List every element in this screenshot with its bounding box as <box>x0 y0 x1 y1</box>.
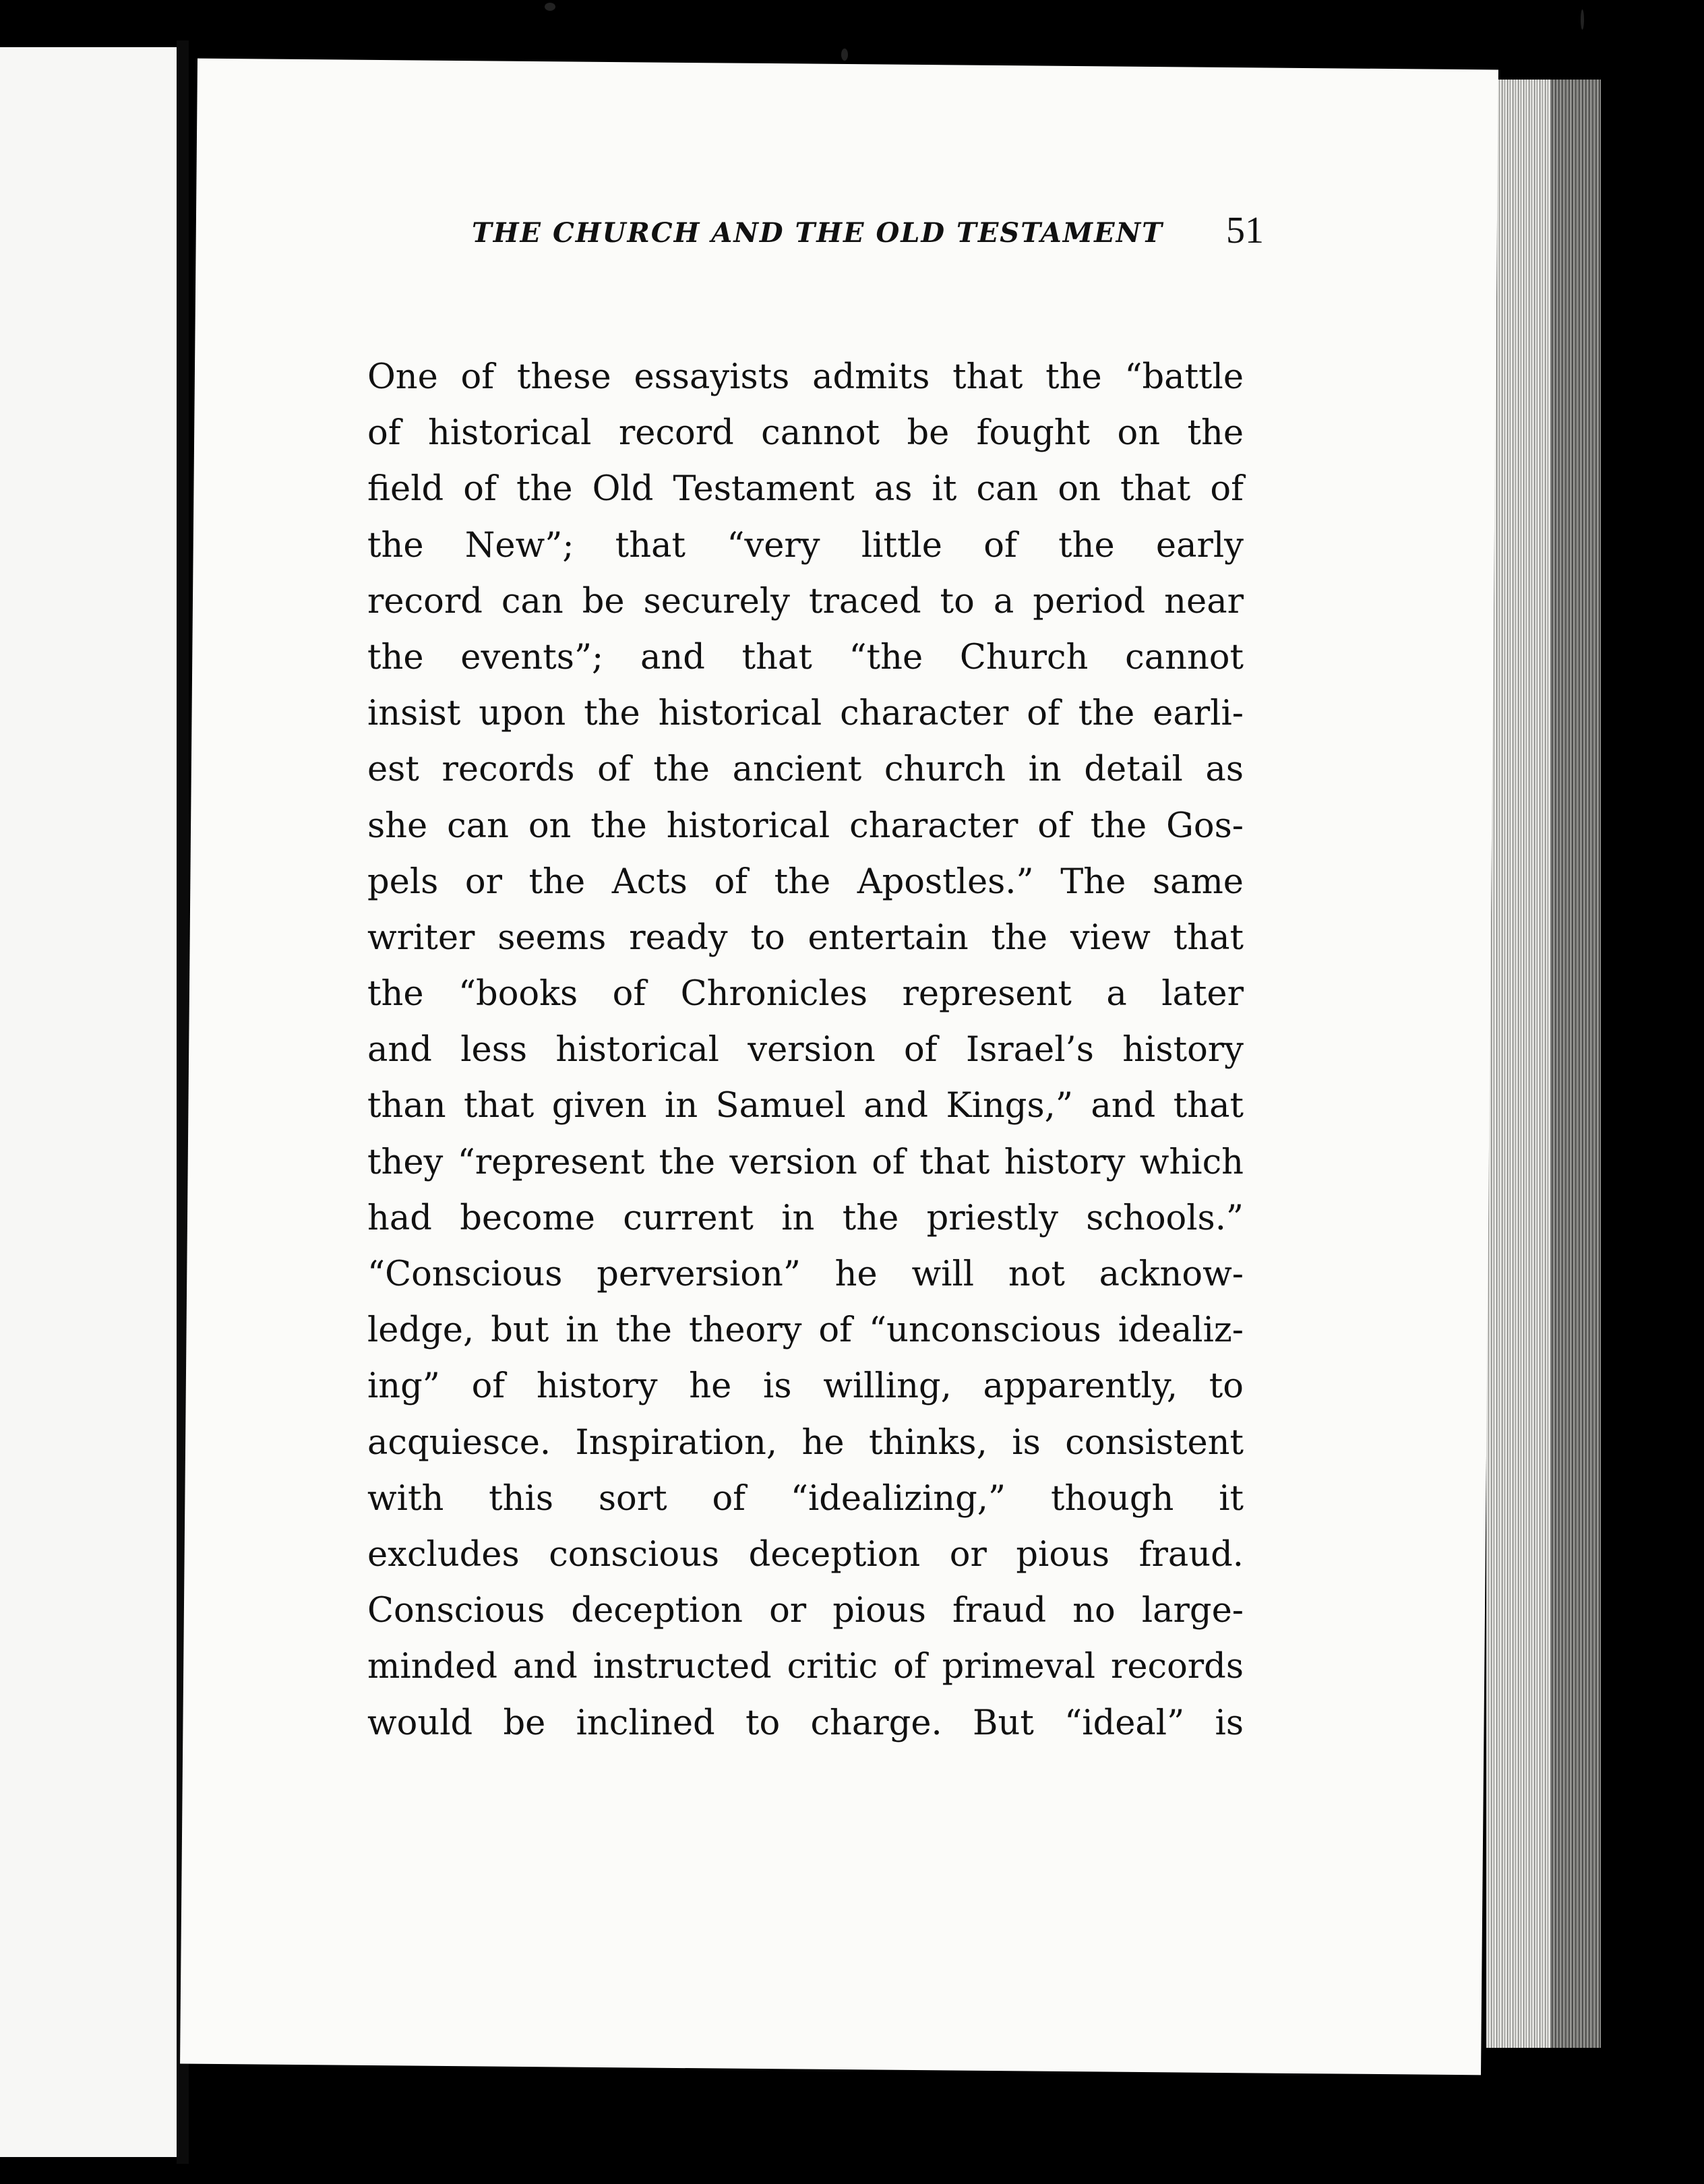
text-line: ledge, but in the theory of “unconscious idealiz- <box>367 1310 1244 1351</box>
text-line: than that given in Samuel and Kings,” and that <box>367 1086 1244 1126</box>
text-line: with this sort of “idealizing,” though it <box>367 1478 1244 1519</box>
text-line: ing” of history he is willing, apparently, to <box>367 1366 1244 1407</box>
body-text <box>367 349 1244 1751</box>
text-line: they “represent the version of that history which <box>367 1142 1244 1182</box>
page-edges-shadow <box>1550 80 1601 2048</box>
text-line: record can be securely traced to a period near <box>367 581 1244 621</box>
text-line: the events”; and that “the Church cannot <box>367 637 1244 677</box>
running-title: THE CHURCH AND THE OLD TESTAMENT <box>472 217 1163 249</box>
page-number: 51 <box>1226 210 1264 251</box>
text-line: and less historical version of Israel’s history <box>367 1030 1244 1070</box>
dust-speck <box>545 3 555 11</box>
text-line: would be inclined to charge. But “ideal” is <box>367 1703 1244 1743</box>
facing-page-blank <box>0 47 177 2157</box>
text-line: pels or the Acts of the Apostles.” The same <box>367 861 1244 902</box>
text-line: had become current in the priestly schools.” <box>367 1198 1244 1238</box>
text-line: the “books of Chronicles represent a later <box>367 974 1244 1014</box>
text-line: excludes conscious deception or pious fraud. <box>367 1534 1244 1575</box>
text-line: writer seems ready to entertain the view that <box>367 917 1244 958</box>
text-line: Conscious deception or pious fraud no large- <box>367 1591 1244 1631</box>
text-line: acquiesce. Inspiration, he thinks, is consistent <box>367 1422 1244 1463</box>
text-line: the New”; that “very little of the early <box>367 525 1244 566</box>
running-head <box>472 202 1264 263</box>
text-line: she can on the historical character of the Gos- <box>367 806 1244 846</box>
text-line: One of these essayists admits that the “battle <box>367 357 1244 397</box>
dust-speck <box>841 49 848 61</box>
text-line: “Conscious perversion” he will not acknow- <box>367 1254 1244 1294</box>
text-line: field of the Old Testament as it can on that of <box>367 469 1244 510</box>
text-line: est records of the ancient church in detail as <box>367 750 1244 790</box>
dust-speck <box>1581 9 1584 30</box>
text-line: insist upon the historical character of the earli- <box>367 694 1244 734</box>
text-line: minded and instructed critic of primeval records <box>367 1647 1244 1687</box>
text-line: of historical record cannot be fought on the <box>367 413 1244 454</box>
